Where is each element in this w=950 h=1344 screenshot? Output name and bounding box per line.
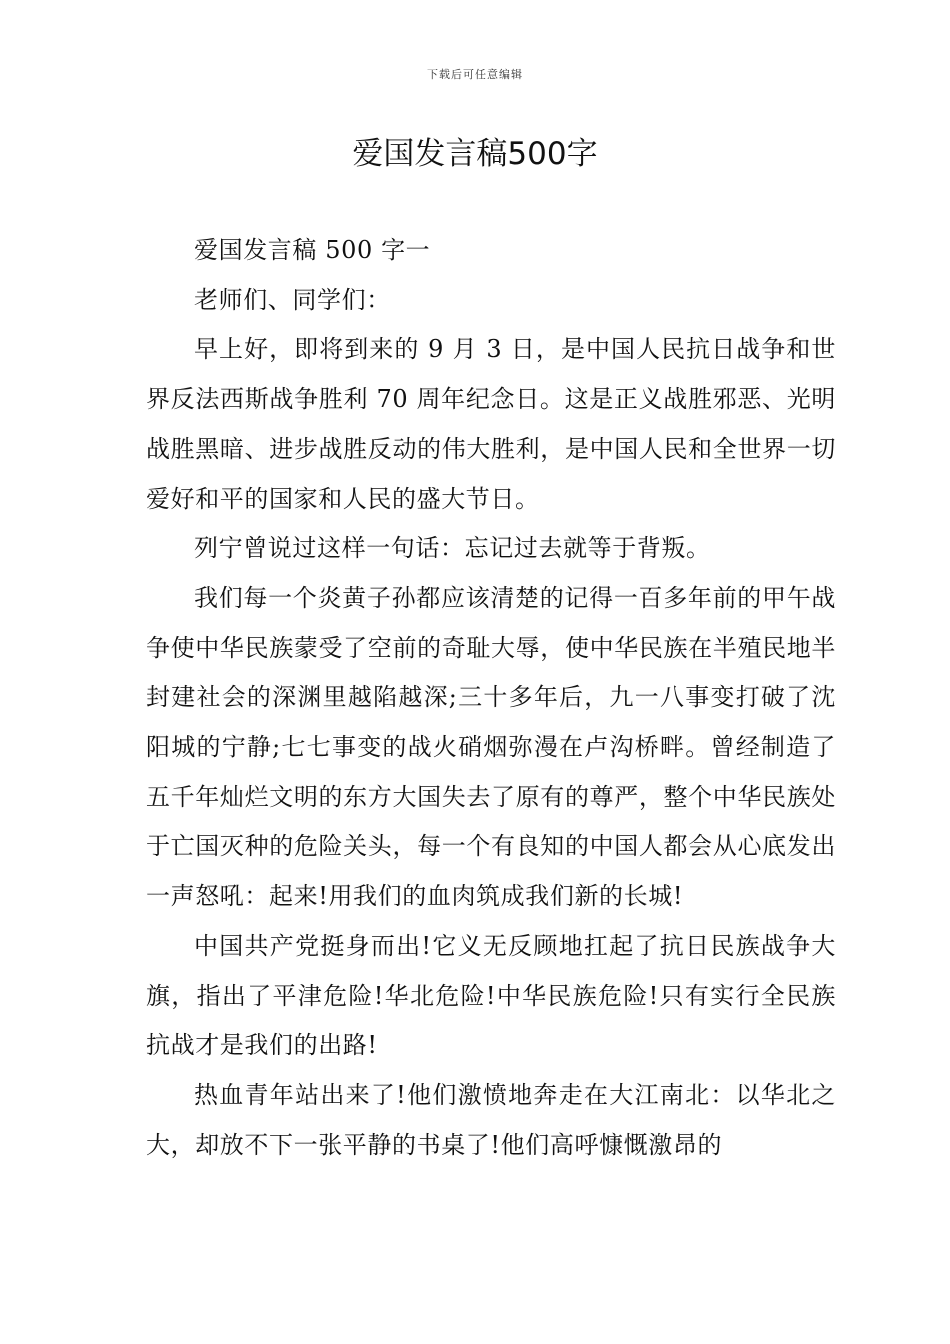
header-note: 下载后可任意编辑 (427, 68, 523, 81)
paragraph: 中国共产党挺身而出!它义无反顾地扛起了抗日民族战争大旗，指出了平津危险!华北危险!中华民族危险!只有实行全民族抗战才是我们的出路! (146, 931, 836, 1060)
document-title: 爱国发言稿500字 (352, 136, 598, 172)
paragraph-greeting: 老师们、同学们： (194, 285, 391, 314)
paragraph: 热血青年站出来了!他们激愤地奔走在大江南北：以华北之大，却放不下一张平静的书桌了!他们高呼慷慨激昂的 (146, 1080, 836, 1159)
paragraph: 我们每一个炎黄子孙都应该清楚的记得一百多年前的甲午战争使中华民族蒙受了空前的奇耻大辱，使中华民族在半殖民地半封建社会的深渊里越陷越深;三十多年后，九一八事变打破了沈阳城的宁静;七七事变的战火硝烟弥漫在卢沟桥畔。曾经制造了五千年灿烂文明的东方大国失去了原有的尊严，整个中华民族处于亡国灭种的危险关头，每一个有良知的中国人都会从心底发出一声怒吼：起来!用我们的血肉筑成我们新的长城! (146, 583, 836, 911)
paragraph: 列宁曾说过这样一句话：忘记过去就等于背叛。 (194, 534, 711, 563)
paragraph-subtitle: 爱国发言稿 500 字一 (194, 236, 431, 264)
document-body (146, 226, 836, 1170)
paragraph: 早上好，即将到来的 9 月 3 日，是中国人民抗日战争和世界反法西斯战争胜利 70 周年纪念日。这是正义战胜邪恶、光明战胜黑暗、进步战胜反动的伟大胜利，是中国人民和全世界一切爱好和平的国家和人民的盛大节日。 (146, 335, 836, 513)
